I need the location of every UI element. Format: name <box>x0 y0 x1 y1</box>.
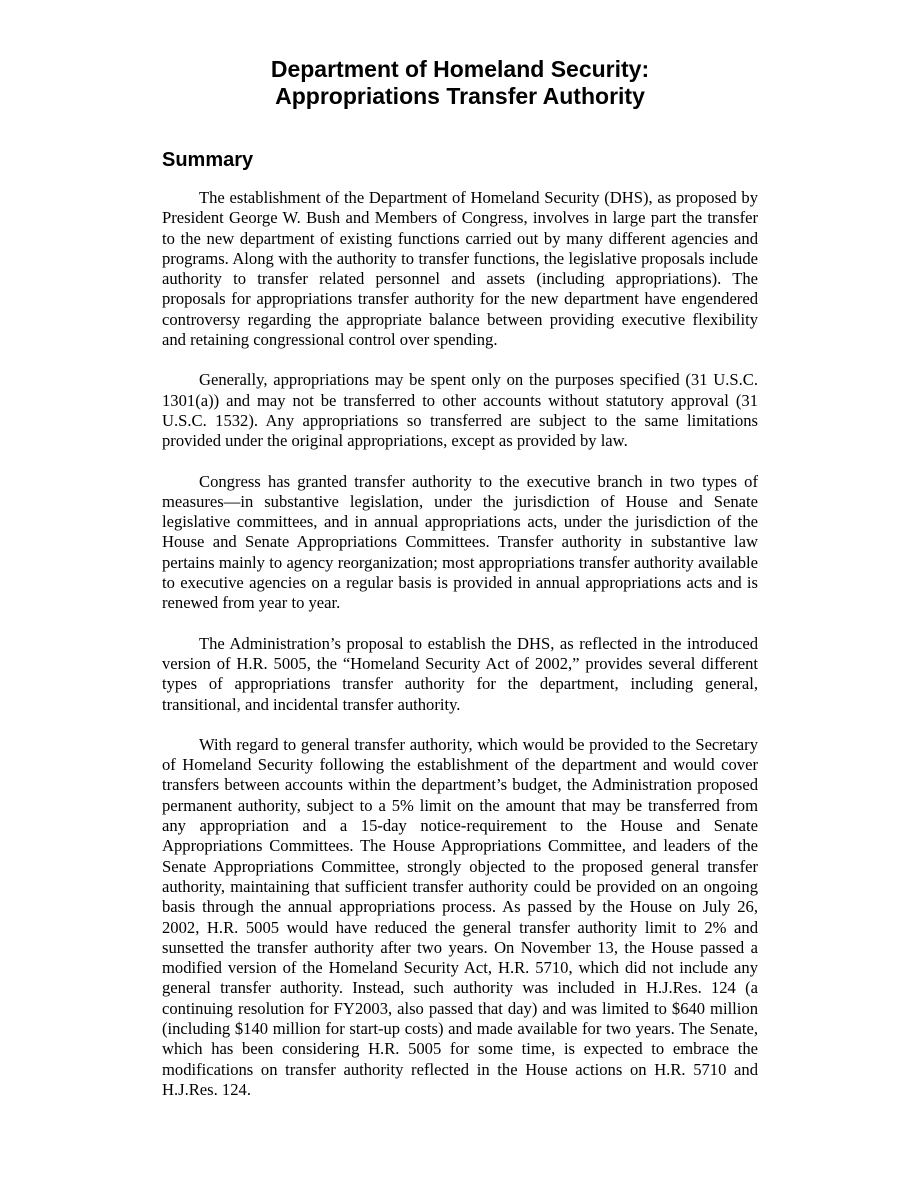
paragraph-3: Congress has granted transfer authority to the executive branch in two types of measures—in substantive legislation, under the jurisdiction of House and Senate legislative committees, and in annual appropriations acts, under the jurisdiction of the House and Senate Appropriations Committees. Transfer authority in substantive law pertains mainly to agency reorganization; most appropriations transfer authority available to executive agencies on a regular basis is provided in annual appropriations acts and is renewed from year to year. <box>162 471 758 613</box>
document-page <box>162 0 758 1100</box>
section-heading: Summary <box>162 149 254 171</box>
document-title <box>162 56 758 110</box>
paragraph-1: The establishment of the Department of Homeland Security (DHS), as proposed by President George W. Bush and Members of Congress, involves in large part the transfer to the new department of existing functions carried out by many different agencies and programs. Along with the authority to transfer functions, the legislative proposals include authority to transfer related personnel and assets (including appropriations). The proposals for appropriations transfer authority for the new department have engendered controversy regarding the appropriate balance between providing executive flexibility and retaining congressional control over spending. <box>162 188 758 350</box>
paragraph-5: With regard to general transfer authority, which would be provided to the Secretary of Homeland Security following the establishment of the department and would cover transfers between accounts within the department’s budget, the Administration proposed permanent authority, subject to a 5% limit on the amount that may be transferred from any appropriation and a 15-day notice-requirement to the House and Senate Appropriations Committees. The House Appropriations Committee, and leaders of the Senate Appropriations Committee, strongly objected to the proposed general transfer authority, maintaining that sufficient transfer authority could be provided on an ongoing basis through the annual appropriations process. As passed by the House on July 26, 2002, H.R. 5005 would have reduced the general transfer authority limit to 2% and sunsetted the transfer authority after two years. On November 13, the House passed a modified version of the Homeland Security Act, H.R. 5710, which did not include any general transfer authority. Instead, such authority was included in H.J.Res. 124 (a continuing resolution for FY2003, also passed that day) and was limited to $640 million (including $140 million for start-up costs) and made available for two years. The Senate, which has been considering H.R. 5005 for some time, is expected to embrace the modifications on transfer authority reflected in the House actions on H.R. 5710 and H.J.Res. 124. <box>162 734 758 1099</box>
paragraph-2: Generally, appropriations may be spent only on the purposes specified (31 U.S.C. 1301(a)) and may not be transferred to other accounts without statutory approval (31 U.S.C. 1532). Any appropriations so transferred are subject to the same limitations provided under the original appropriations, except as provided by law. <box>162 370 758 451</box>
title-line-2: Appropriations Transfer Authority <box>275 83 645 109</box>
paragraph-4: The Administration’s proposal to establish the DHS, as reflected in the introduced version of H.R. 5005, the “Homeland Security Act of 2002,” provides several different types of appropriations transfer authority for the department, including general, transitional, and incidental transfer authority. <box>162 633 758 714</box>
title-line-1: Department of Homeland Security: <box>270 56 650 82</box>
